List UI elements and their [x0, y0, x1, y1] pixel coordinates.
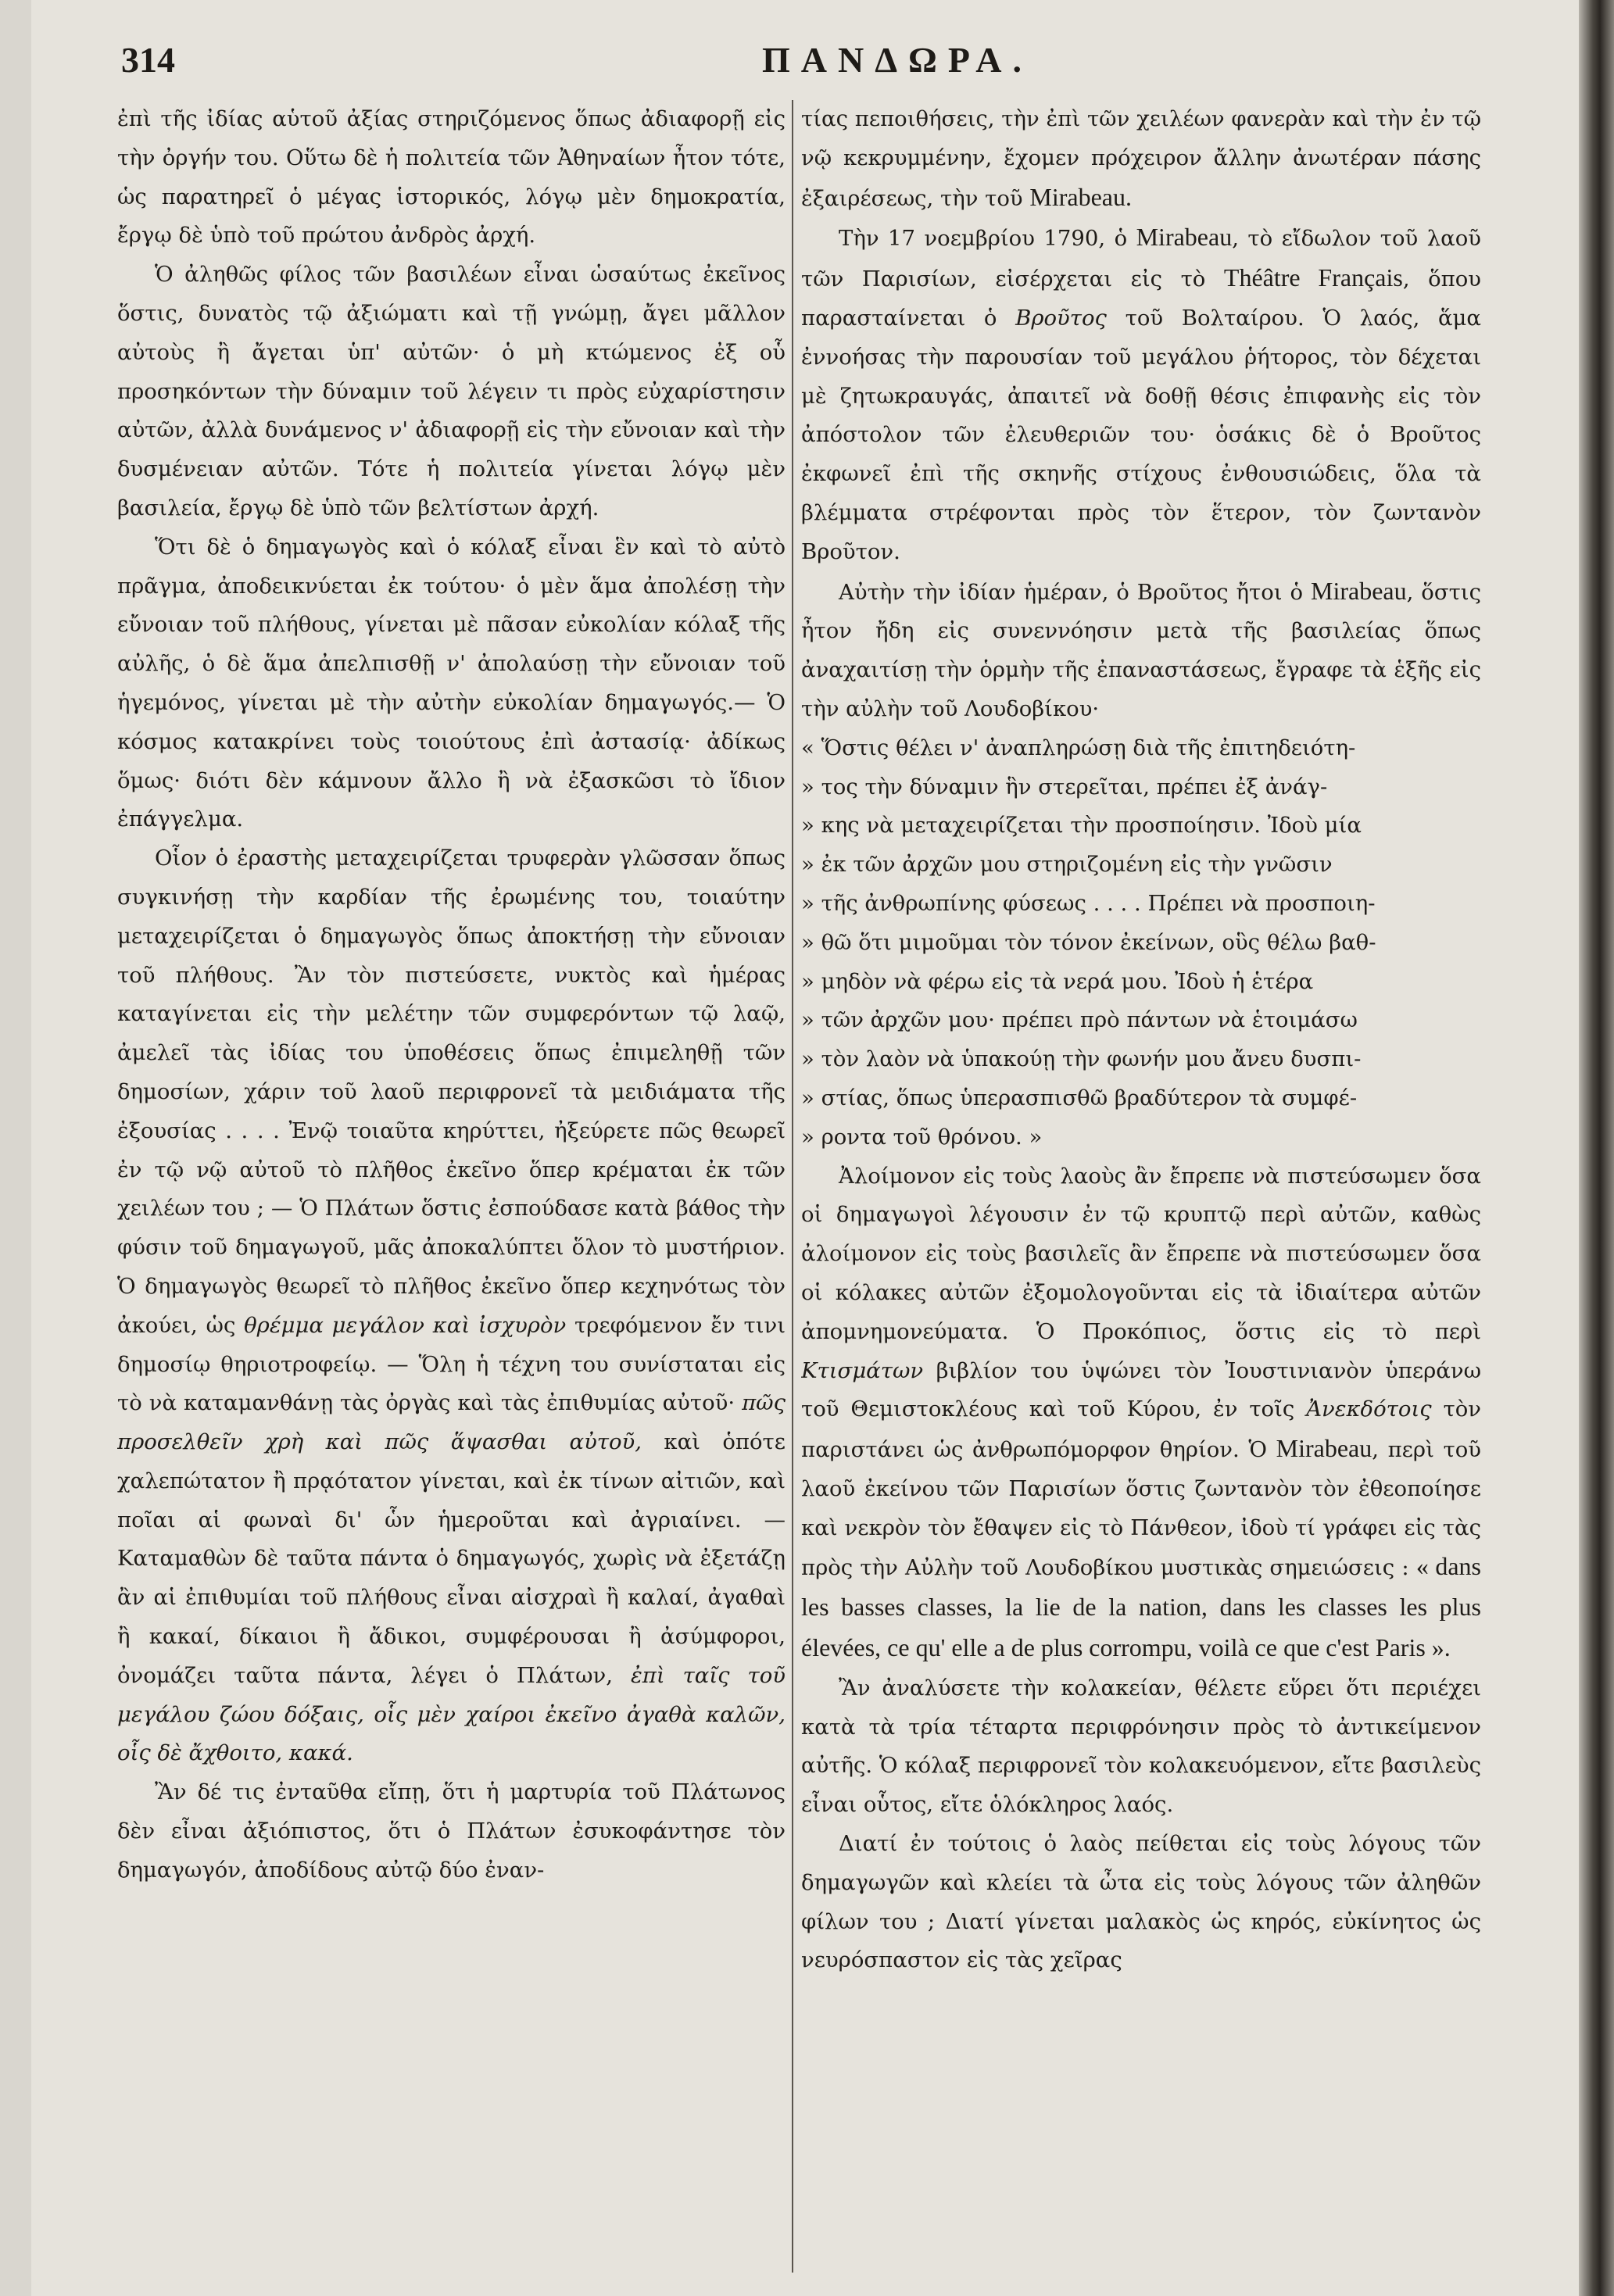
italic-title: Ἀνεκδότοις [1306, 1397, 1432, 1422]
right-paragraph-6: Διατί ἐν τούτοις ὁ λαὸς πείθεται εἰς τοὺς λόγους τῶν δημαγωγῶν καὶ κλείει τὰ ὦτα εἰς τοὺς λόγους τῶν ἀληθῶν φίλων του ; Διατί γίνεται μαλακὸς ὡς κηρός, εὐκίνητος ὡς νευρόσπαστον εἰς τὰς χεῖρας [801, 1831, 1481, 1973]
latin-name: Mirabeau [1136, 223, 1233, 252]
mirabeau-quotation: « Ὅστις θέλει ν' ἀναπληρώσῃ διὰ τῆς ἐπιτηδειότη- » τος τὴν δύναμιν ἣν στερεῖται, πρέπει ἐξ ἀνάγ- » κης νὰ μεταχειρίζεται τὴν προσποίησιν. Ἰδοὺ μία » ἐκ τῶν ἀρχῶν μου στηριζομένη εἰς τὴν γνῶσιν » τῆς ἀνθρωπίνης φύσεως . . . . Πρέπει νὰ προσποιη- » θῶ ὅτι μιμοῦμαι τὸν τόνον ἐκείνων, οὓς θέλω βαθ- » μηδὸν νὰ φέρω εἰς τὰ νερά μου. Ἰδοὺ ἡ ἑτέρα » τῶν ἀρχῶν μου· πρέπει πρὸ πάντων νὰ ἑτοιμάσω » τὸν λαὸν νὰ ὑπακούῃ τὴν φωνήν μου ἄνευ δυσπι- » στίας, ὅπως ὑπερασπισθῶ βραδύτερον τὰ συμφέ- » ροντα τοῦ θρόνου. » [801, 735, 1376, 1150]
right-column [801, 100, 1481, 2280]
italic-title: Βροῦτος [1015, 305, 1107, 331]
right-paragraph-2 [801, 218, 1481, 571]
right-paragraph-5: Ἂν ἀναλύσετε τὴν κολακείαν, θέλετε εὕρει ὅτι περιέχει κατὰ τὰ τρία τέταρτα περιφρόνησιν πρὸς τὸ ἀντικείμενον αὐτῆς. Ὁ κόλαξ περιφρονεῖ τὸν κολακευόμενον, εἴτε βασιλεὺς εἶναι οὗτος, εἴτε ὁλόκληρος λαός. [801, 1675, 1481, 1818]
latin-name: Mirabeau. [1029, 182, 1132, 211]
text-run: , ὅπου παρασταίνεται ὁ [801, 266, 1481, 331]
italic-title: Κτισμάτων [801, 1357, 924, 1383]
left-paragraph-4 [117, 839, 786, 1773]
text-run: Ἀλοίμονον εἰς τοὺς λαοὺς ἂν ἔπρεπε νὰ πιστεύσωμεν ὅσα οἱ δημαγωγοὶ λέγουσιν ἐν τῷ κρυπτῷ περὶ αὐτῶν, καθὼς ἀλοίμονον εἰς τοὺς βασιλεῖς ἂν ἔπρεπε νὰ πιστεύσωμεν ὅσα οἱ κόλακες αὐτῶν ἐξομολογοῦνται εἰς τὰ ἰδιαίτερα αὐτῶν ἀπομνημονεύματα. Ὁ Προκόπιος, ὅστις εἰς τὸ περὶ [801, 1163, 1481, 1344]
text-run: , περὶ τοῦ λαοῦ ἐκείνου τῶν Παρισίων ὅστις ζωντανὸν τὸν ἐθεοποίησε καὶ νεκρὸν τὸν ἔθαψεν εἰς τὸ Πάνθεον, ἰδοὺ τί γράφει εἰς τὰς πρὸς τὴν Αὐλὴν τοῦ Λουδοβίκου μυστικὰς σημειώσεις : [801, 1437, 1481, 1581]
text-run: , ὅστις ἦτον ἤδη εἰς συνεννόησιν μετὰ τῆς βασιλείας ὅπως ἀναχαιτίσῃ τὴν ὁρμὴν τῆς ἐπαναστάσεως, ἔγραφε τὰ ἑξῆς εἰς τὴν αὐλὴν τοῦ Λουδοβίκου· [801, 579, 1481, 721]
right-paragraph-1 [801, 100, 1481, 218]
text-run: τίας πεποιθήσεις, τὴν ἐπὶ τῶν χειλέων φανερὰν καὶ τὴν ἐν τῷ νῷ κεκρυμμένην, ἔχομεν πρόχειρον ἄλλην ἀνωτέραν πάσης ἐξαιρέσεως, τὴν τοῦ [801, 106, 1481, 211]
left-paragraph-1: ἐπὶ τῆς ἰδίας αὑτοῦ ἀξίας στηριζόμενος ὅπως ἀδιαφορῇ εἰς τὴν ὀργήν του. Οὕτω δὲ ἡ πολιτεία τῶν Ἀθηναίων ἦτον τότε, ὡς παρατηρεῖ ὁ μέγας ἱστορικός, λόγῳ μὲν δημοκρατία, ἔργῳ δὲ ὑπὸ τοῦ πρώτου ἀνδρὸς ἀρχή. [117, 106, 786, 249]
running-title: ΠΑΝΔΩΡΑ. [762, 40, 1032, 80]
right-paragraph-4 [801, 1157, 1481, 1669]
latin-name: Mirabeau [1310, 576, 1407, 605]
text-run: βιβλίον του ὑψώνει τὸν Ἰουστινιανὸν ὑπεράνω τοῦ Θεμιστοκλέους καὶ τοῦ Κύρου, ἐν τοῖς [801, 1357, 1481, 1422]
left-paragraph-3: Ὅτι δὲ ὁ δημαγωγὸς καὶ ὁ κόλαξ εἶναι ἓν καὶ τὸ αὐτὸ πρᾶγμα, ἀποδεικνύεται ἐκ τούτου· ὁ μὲν ἅμα ἀπολέσῃ τὴν εὔνοιαν τοῦ πλήθους, γίνεται μὲ πᾶσαν εὐκολίαν κόλαξ τῆς αὐλῆς, ὁ δὲ ἅμα ἀπελπισθῇ ν' ἀπολαύσῃ τὴν εὔνοιαν τοῦ ἡγεμόνος, γίνεται μὲ τὴν αὐτὴν εὐκολίαν δημαγωγός.— Ὁ κόσμος κατακρίνει τοὺς τοιούτους ἐπὶ ἀστασίᾳ· ἀδίκως ὅμως· διότι δὲν κάμνουν ἄλλο ἢ νὰ ἐξασκῶσι τὸ ἴδιον ἐπάγγελμα. [117, 534, 786, 832]
text-run: τρεφόμενον ἔν τινι δημοσίῳ θηριοτροφείῳ. — Ὅλη ἡ τέχνη του συνίσταται εἰς τὸ νὰ καταμανθάνῃ τὰς ὀργὰς καὶ τὰς ἐπιθυμίας αὐτοῦ· [117, 1312, 786, 1416]
left-paragraph-2: Ὁ ἀληθῶς φίλος τῶν βασιλέων εἶναι ὡσαύτως ἐκεῖνος ὅστις, δυνατὸς τῷ ἀξιώματι καὶ τῇ γνώμῃ, ἄγει μᾶλλον αὐτοὺς ἢ ἄγεται ὑπ' αὐτῶν· ὁ μὴ κτώμενος ἐξ οὗ προσηκόντων τὴν δύναμιν τοῦ λέγειν τι πρὸς εὐχαρίστησιν αὐτῶν, ἀλλὰ δυνάμενος ν' ἀδιαφορῇ εἰς τὴν εὔνοιαν καὶ τὴν δυσμένειαν αὐτῶν. Τότε ἡ πολιτεία γίνεται λόγῳ μὲν βασιλεία, ἔργῳ δὲ ὑπὸ τῶν βελτίστων ἀρχή. [117, 262, 786, 520]
right-paragraph-3 [801, 572, 1481, 729]
left-column [117, 100, 786, 2280]
italic-quotation: θρέμμα μεγάλον καὶ ἰσχυρὸν [244, 1312, 567, 1338]
latin-name: Mirabeau [1276, 1434, 1372, 1463]
text-run: καὶ ὁπότε χαλεπώτατον ἢ πρᾳότατον γίνεται, καὶ ἐκ τίνων αἰτιῶν, καὶ ποῖαι αἱ φωναὶ δι' ὧν ἡμεροῦται καὶ ἀγριαίνει. — Καταμαθὼν δὲ ταῦτα πάντα ὁ δημαγωγός, χωρὶς νὰ ἐξετάζῃ ἂν αἱ ἐπιθυμίαι τοῦ πλήθους εἶναι αἰσχραὶ ἢ καλαί, ἀγαθαὶ ἢ κακαί, δίκαιοι ἢ ἄδικοι, συμφέρουσαι ἢ ἀσύμφοροι, ὀνομάζει ταῦτα πάντα, λέγει ὁ Πλάτων, [117, 1429, 786, 1688]
page-header [121, 39, 1489, 86]
italic-quotation: πῶς προσελθεῖν χρὴ καὶ πῶς ἅψασθαι αὐτοῦ, [117, 1390, 786, 1455]
french-quotation: « dans les basses classes, la lie de la nation, dans les classes les plus élevées, ce qu' elle a de plus corrompu, voilà ce que c'est Paris ». [801, 1552, 1481, 1662]
text-run: Τὴν 17 νοεμβρίου 1790, ὁ [839, 226, 1136, 252]
italic-quotation: ἐπὶ ταῖς τοῦ μεγάλου ζώου δόξαις, οἷς μὲν χαίροι ἐκεῖνο ἀγαθὰ καλῶν, οἷς δὲ ἄχθοιτο, κακά. [117, 1662, 786, 1766]
text-run: τὸν παριστάνει ὡς ἀνθρωπόμορφον θηρίον. Ὁ [801, 1397, 1481, 1463]
text-run: Οἷον ὁ ἐραστὴς μεταχειρίζεται τρυφερὰν γλῶσσαν ὅπως συγκινήσῃ τὴν καρδίαν τῆς ἐρωμένης του, τοιαύτην μεταχειρίζεται ὁ δημαγωγὸς ὅπως ἀποκτήσῃ τὴν εὔνοιαν τοῦ πλήθους. Ἂν τὸν πιστεύσετε, νυκτὸς καὶ ἡμέρας καταγίνεται εἰς τὴν μελέτην τῶν συμφερόντων τῷ λαῷ, ἀμελεῖ τὰς ἰδίας του ὑποθέσεις ὅπως ἐπιμεληθῇ τῶν δημοσίων, χάριν τοῦ λαοῦ περιφρονεῖ τὰ μειδιάματα τῆς ἐξουσίας . . . . Ἐνῷ τοιαῦτα κηρύττει, ἠξεύρετε πῶς θεωρεῖ ἐν τῷ νῷ αὐτοῦ τὸ πλῆθος ἐκεῖνο ὅπερ κρέμαται ἐκ τῶν χειλέων του ; — Ὁ Πλάτων ὅστις ἐσπούδασε κατὰ βάθος τὴν φύσιν τοῦ δημαγωγοῦ, μᾶς ἀποκαλύπτει ὅλον τὸ μυστήριον. Ὁ δημαγωγὸς θεωρεῖ τὸ πλῆθος ἐκεῖνο ὅπερ κεχηνότως τὸν ἀκούει, ὡς [117, 846, 786, 1338]
latin-name: Théâtre Français [1223, 263, 1403, 292]
page-number: 314 [121, 40, 175, 80]
left-paragraph-5: Ἂν δέ τις ἐνταῦθα εἴπῃ, ὅτι ἡ μαρτυρία τοῦ Πλάτωνος δὲν εἶναι ἀξιόπιστος, ὅτι ὁ Πλάτων ἐσυκοφάντησε τὸν δημαγωγόν, ἀποδίδους αὐτῷ δύο ἐναν- [117, 1779, 786, 1883]
text-run: , τὸ εἴδωλον τοῦ λαοῦ τῶν Παρισίων, εἰσέρχεται εἰς τὸ [801, 226, 1481, 292]
book-binding-edge [1579, 0, 1614, 2296]
column-divider [792, 100, 793, 2273]
text-run: Αὐτὴν τὴν ἰδίαν ἡμέραν, ὁ Βροῦτος ἤτοι ὁ [839, 579, 1311, 605]
text-run: τοῦ Βολταίρου. Ὁ λαός, ἅμα ἐννοήσας τὴν παρουσίαν τοῦ μεγάλου ῥήτορος, τὸν δέχεται μὲ ζητωκραυγάς, ἀπαιτεῖ νὰ δοθῇ θέσις ἐπιφανὴς εἰς τὸν ἀπόστολον τῶν ἐλευθεριῶν του· ὁσάκις δὲ ὁ Βροῦτος ἐκφωνεῖ ἐπὶ τῆς σκηνῆς στίχους ἐνθουσιώδεις, ὅλα τὰ βλέμματα στρέφονται πρὸς τὸν ἕτερον, τὸν ζωντανὸν Βροῦτον. [801, 305, 1481, 564]
